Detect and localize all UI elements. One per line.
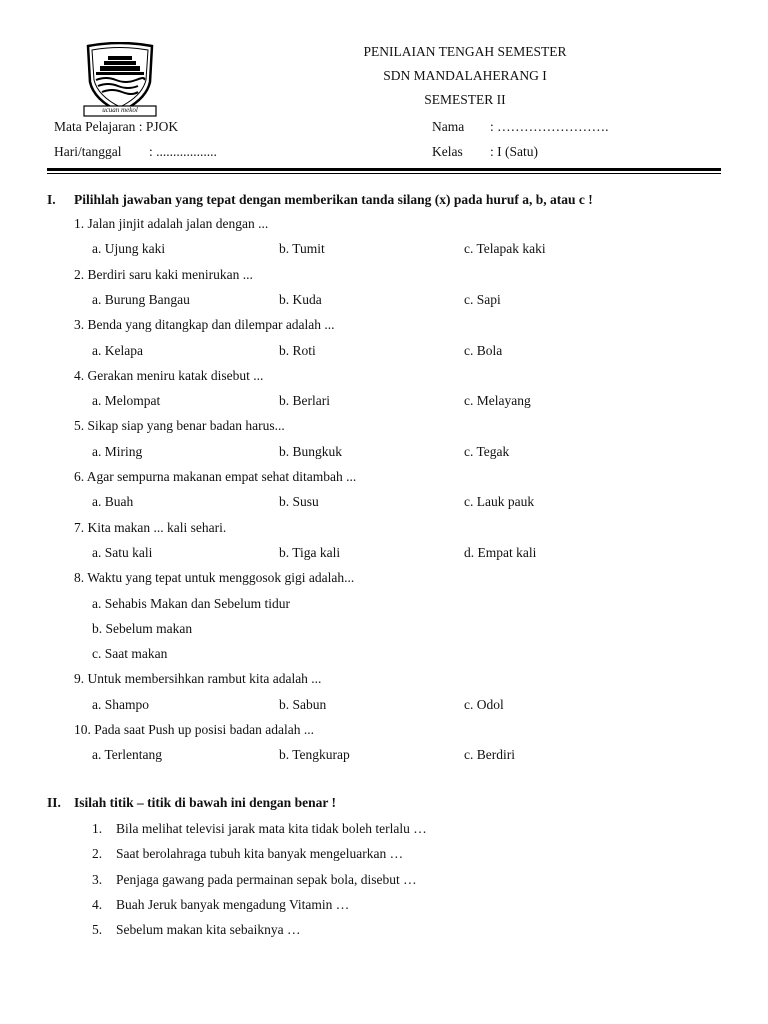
- option-a: a. Sehabis Makan dan Sebelum tidur: [92, 595, 290, 611]
- semester-label: SEMESTER II: [424, 92, 506, 107]
- option-b: b. Sabun: [279, 696, 327, 712]
- fill-in-text: Saat berolahraga tubuh kita banyak mengeluarkan …: [116, 846, 404, 862]
- question-text: 4. Gerakan meniru katak disebut ...: [74, 367, 264, 383]
- option-c: c. Berdiri: [464, 747, 515, 763]
- option-c: c. Sapi: [464, 291, 501, 307]
- name-value: : …………………….: [490, 119, 609, 134]
- option-c: c. Odol: [464, 696, 504, 712]
- section2-number: II.: [47, 795, 61, 810]
- option-b: b. Tiga kali: [279, 544, 341, 560]
- fill-in-number: 3.: [92, 871, 103, 887]
- option-b: b. Kuda: [279, 291, 322, 307]
- exam-title: PENILAIAN TENGAH SEMESTER: [363, 44, 567, 59]
- school-emblem-icon: [82, 42, 158, 120]
- option-b: b. Berlari: [279, 393, 330, 409]
- option-a: a. Satu kali: [92, 544, 153, 560]
- option-a: a. Shampo: [92, 696, 149, 712]
- option-c: c. Tegak: [464, 443, 510, 459]
- name-label: Nama: [432, 119, 465, 134]
- option-c: c. Lauk pauk: [464, 494, 535, 510]
- question-text: 10. Pada saat Push up posisi badan adalah ...: [74, 722, 314, 737]
- fill-in-number: 4.: [92, 896, 103, 912]
- option-a: a. Burung Bangau: [92, 291, 190, 307]
- option-c: c. Telapak kaki: [464, 241, 546, 257]
- date-value: : ..................: [149, 144, 217, 159]
- option-a: a. Buah: [92, 494, 134, 510]
- question-text: 8. Waktu yang tepat untuk menggosok gigi adalah...: [74, 570, 355, 586]
- logo-motto: ucuan mekol: [102, 106, 138, 114]
- fill-in-text: Penjaga gawang pada permainan sepak bola, disebut …: [116, 871, 417, 887]
- fill-in-number: 2.: [92, 846, 103, 862]
- section1-number: I.: [47, 192, 56, 207]
- fill-in-number: 1.: [92, 821, 103, 836]
- option-b: b. Roti: [279, 342, 316, 358]
- option-c: c. Saat makan: [92, 646, 168, 662]
- fill-in-text: Bila melihat televisi jarak mata kita tidak boleh terlalu …: [116, 821, 427, 836]
- option-b: b. Sebelum makan: [92, 620, 193, 636]
- option-a: a. Kelapa: [92, 342, 143, 358]
- question-text: 1. Jalan jinjit adalah jalan dengan ...: [74, 216, 269, 231]
- question-text: 2. Berdiri saru kaki menirukan ...: [74, 266, 253, 282]
- option-b: b. Bungkuk: [279, 443, 343, 459]
- option-b: b. Susu: [279, 494, 319, 510]
- section2-instruction: Isilah titik – titik di bawah ini dengan benar !: [74, 795, 336, 810]
- option-a: a. Melompat: [92, 393, 161, 409]
- option-a: a. Terlentang: [92, 747, 163, 763]
- class-label: Kelas: [432, 144, 463, 159]
- school-name: SDN MANDALAHERANG I: [383, 68, 547, 83]
- question-text: 9. Untuk membersihkan rambut kita adalah ...: [74, 671, 322, 687]
- option-c: c. Melayang: [464, 393, 531, 409]
- question-text: 6. Agar sempurna makanan empat sehat ditambah ...: [74, 469, 357, 484]
- option-a: a. Miring: [92, 443, 143, 459]
- date-label: Hari/tanggal: [54, 144, 122, 159]
- option-b: b. Tumit: [279, 241, 325, 257]
- question-text: 7. Kita makan ... kali sehari.: [74, 519, 227, 535]
- fill-in-text: Buah Jeruk banyak mengadung Vitamin …: [116, 896, 350, 912]
- subject-field: Mata Pelajaran : PJOK: [54, 119, 179, 134]
- header-divider-thick: [47, 168, 721, 171]
- option-c: d. Empat kali: [464, 544, 537, 560]
- fill-in-number: 5.: [92, 922, 103, 938]
- fill-in-text: Sebelum makan kita sebaiknya …: [116, 922, 301, 938]
- header-divider-thin: [47, 173, 721, 174]
- option-b: b. Tengkurap: [279, 747, 350, 763]
- class-value: : I (Satu): [490, 144, 538, 159]
- question-text: 3. Benda yang ditangkap dan dilempar adalah ...: [74, 317, 335, 333]
- option-a: a. Ujung kaki: [92, 241, 166, 257]
- section1-instruction: Pilihlah jawaban yang tepat dengan memberikan tanda silang (x) pada huruf a, b, atau c !: [74, 192, 593, 207]
- option-c: c. Bola: [464, 342, 503, 358]
- question-text: 5. Sikap siap yang benar badan harus...: [74, 418, 285, 434]
